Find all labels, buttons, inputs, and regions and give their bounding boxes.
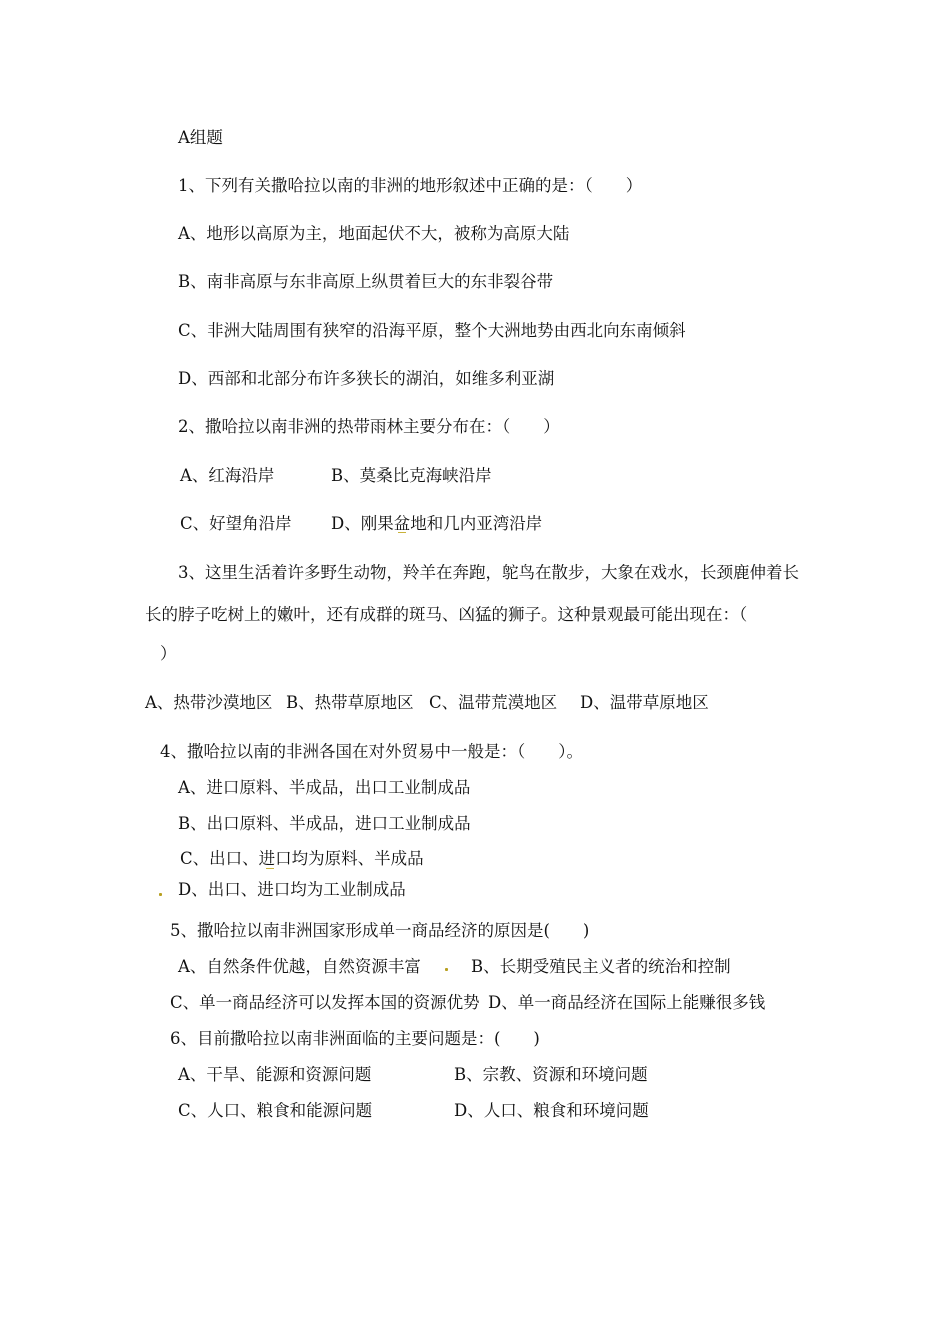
question-2-option-b: B、莫桑比克海峡沿岸 [331, 466, 492, 485]
question-3-option-d: D、温带草原地区 [580, 693, 709, 712]
question-1-option-c: C、非洲大陆周围有狭窄的沿海平原，整个大洲地势由西北向东南倾斜 [178, 321, 686, 340]
question-1-option-a: A、地形以高原为主，地面起伏不大，被称为高原大陆 [178, 224, 570, 243]
question-6-option-d: D、人口、粮食和环境问题 [454, 1101, 649, 1120]
question-4-option-a: A、进口原料、半成品，出口工业制成品 [178, 778, 471, 797]
question-3-option-c: C、温带荒漠地区 [429, 693, 558, 712]
scan-mark [398, 530, 406, 533]
question-4-option-b: B、出口原料、半成品，进口工业制成品 [178, 814, 471, 833]
question-5-stem: 5、撒哈拉以南非洲国家形成单一商品经济的原因是( ) [170, 921, 590, 940]
scan-mark [266, 866, 274, 869]
question-6-stem: 6、目前撒哈拉以南非洲面临的主要问题是：( ) [170, 1029, 540, 1048]
question-4-option-c: C、出口、进口均为原料、半成品 [180, 849, 424, 868]
question-2-option-c: C、好望角沿岸 [180, 514, 292, 533]
question-1-option-d: D、西部和北部分布许多狭长的湖泊，如维多利亚湖 [178, 369, 555, 388]
question-3-stem-line-3: ） [160, 644, 177, 663]
question-5-option-c: C、单一商品经济可以发挥本国的资源优势 [170, 993, 480, 1012]
question-6-option-b: B、宗教、资源和环境问题 [454, 1065, 648, 1084]
question-6-option-c: C、人口、粮食和能源问题 [178, 1101, 373, 1120]
question-2-stem: 2、撒哈拉以南非洲的热带雨林主要分布在：（ ） [178, 417, 560, 436]
question-3-stem-line-2: 长的脖子吃树上的嫩叶，还有成群的斑马、凶猛的狮子。这种景观最可能出现在：（ [145, 605, 748, 624]
question-4-stem: 4、撒哈拉以南的非洲各国在对外贸易中一般是：（ ）。 [160, 742, 583, 761]
scan-dot [445, 968, 448, 971]
question-3-stem-line-1: 3、这里生活着许多野生动物，羚羊在奔跑，鸵鸟在散步，大象在戏水，长颈鹿伸着长 [178, 563, 799, 582]
question-5-option-d: D、单一商品经济在国际上能赚很多钱 [488, 993, 766, 1012]
question-1-option-b: B、南非高原与东非高原上纵贯着巨大的东非裂谷带 [178, 272, 554, 291]
question-5-option-a: A、自然条件优越，自然资源丰富 [178, 957, 421, 976]
question-2-option-d: D、刚果盆地和几内亚湾沿岸 [331, 514, 543, 533]
question-3-option-a: A、热带沙漠地区 [145, 693, 273, 712]
question-1-stem: 1、下列有关撒哈拉以南的非洲的地形叙述中正确的是：（ ） [178, 176, 643, 195]
question-5-option-b: B、长期受殖民主义者的统治和控制 [471, 957, 731, 976]
section-title: A组题 [178, 128, 223, 147]
question-3-option-b: B、热带草原地区 [286, 693, 414, 712]
question-4-option-d: D、出口、进口均为工业制成品 [178, 880, 406, 899]
question-6-option-a: A、干旱、能源和资源问题 [178, 1065, 372, 1084]
scan-dot [159, 893, 162, 896]
question-2-option-a: A、红海沿岸 [180, 466, 275, 485]
